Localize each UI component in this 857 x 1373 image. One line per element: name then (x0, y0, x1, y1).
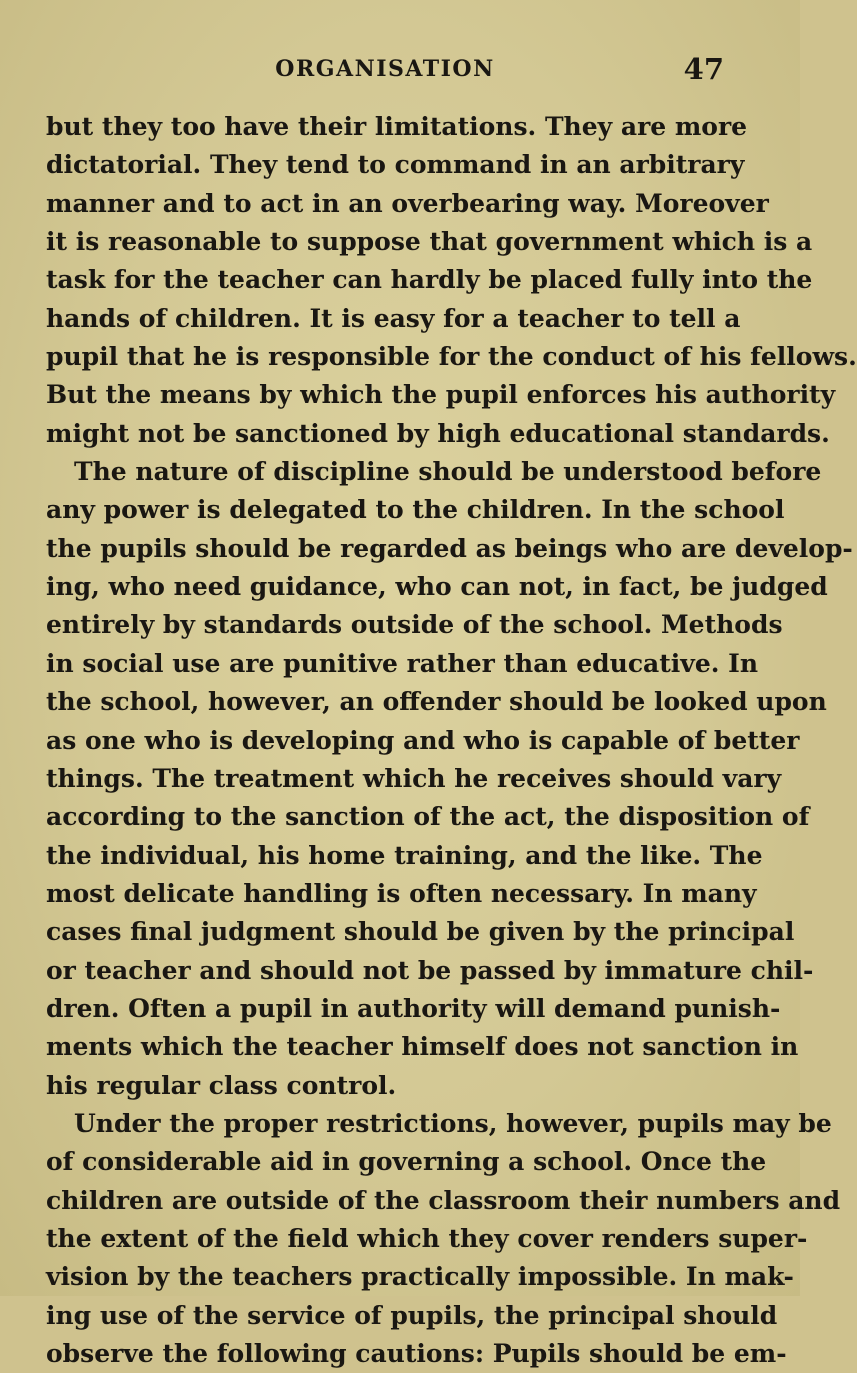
text-line: dictatorial. They tend to command in an arbitrary (46, 150, 745, 180)
text-line: ing use of the service of pupils, the principal should (46, 1300, 778, 1330)
text-line: or teacher and should not be passed by immature chil- (46, 955, 814, 985)
text-line: children are outside of the classroom their numbers and (46, 1185, 841, 1215)
text-line: according to the sanction of the act, the disposition of (46, 802, 810, 832)
text-line: the pupils should be regarded as beings who are develop- (46, 533, 853, 563)
text-line: of considerable aid in governing a school. Once the (46, 1147, 767, 1177)
text-line: might not be sanctioned by high educational standards. (46, 418, 830, 448)
text-line: the school, however, an offender should be looked upon (46, 687, 827, 717)
body-text (46, 108, 857, 1373)
text-line: any power is delegated to the children. In the school (46, 495, 785, 525)
paragraph-end-line: his regular class control. (46, 1070, 397, 1100)
text-line: entirely by standards outside of the school. Methods (46, 610, 783, 640)
text-line: it is reasonable to suppose that government which is a (46, 227, 813, 257)
paragraph-start-line: Under the proper restrictions, however, pupils may be (74, 1108, 832, 1138)
text-line: but they too have their limitations. They are more (46, 112, 748, 141)
page-number: 47 (683, 52, 724, 86)
text-line: But the means by which the pupil enforces his authority (46, 380, 836, 410)
text-line: dren. Often a pupil in authority will demand punish- (46, 993, 781, 1023)
text-line: ments which the teacher himself does not sanction in (46, 1032, 799, 1062)
text-line: vision by the teachers practically impossible. In mak- (46, 1262, 794, 1292)
text-line: hands of children. It is easy for a teacher to tell a (46, 303, 741, 333)
paragraph-start-line: The nature of discipline should be understood before (74, 457, 822, 487)
text-line: the extent of the field which they cover renders super- (46, 1223, 808, 1253)
running-head (46, 52, 724, 88)
text-line: observe the following cautions: Pupils should be em- (46, 1339, 787, 1368)
text-line: the individual, his home training, and the like. The (46, 840, 763, 870)
running-title: ORGANISATION (275, 56, 495, 82)
text-line: most delicate handling is often necessary. In many (46, 878, 757, 908)
text-line: as one who is developing and who is capable of better (46, 725, 800, 755)
text-line: in social use are punitive rather than educative. In (46, 648, 759, 678)
text-line: task for the teacher can hardly be placed fully into the (46, 265, 813, 295)
text-line: ing, who need guidance, who can not, in fact, be judged (46, 572, 828, 602)
text-line: cases final judgment should be given by the principal (46, 917, 795, 947)
text-line: manner and to act in an overbearing way. Moreover (46, 188, 769, 218)
text-line: things. The treatment which he receives should vary (46, 763, 782, 793)
text-line: pupil that he is responsible for the conduct of his fellows. (46, 342, 857, 372)
